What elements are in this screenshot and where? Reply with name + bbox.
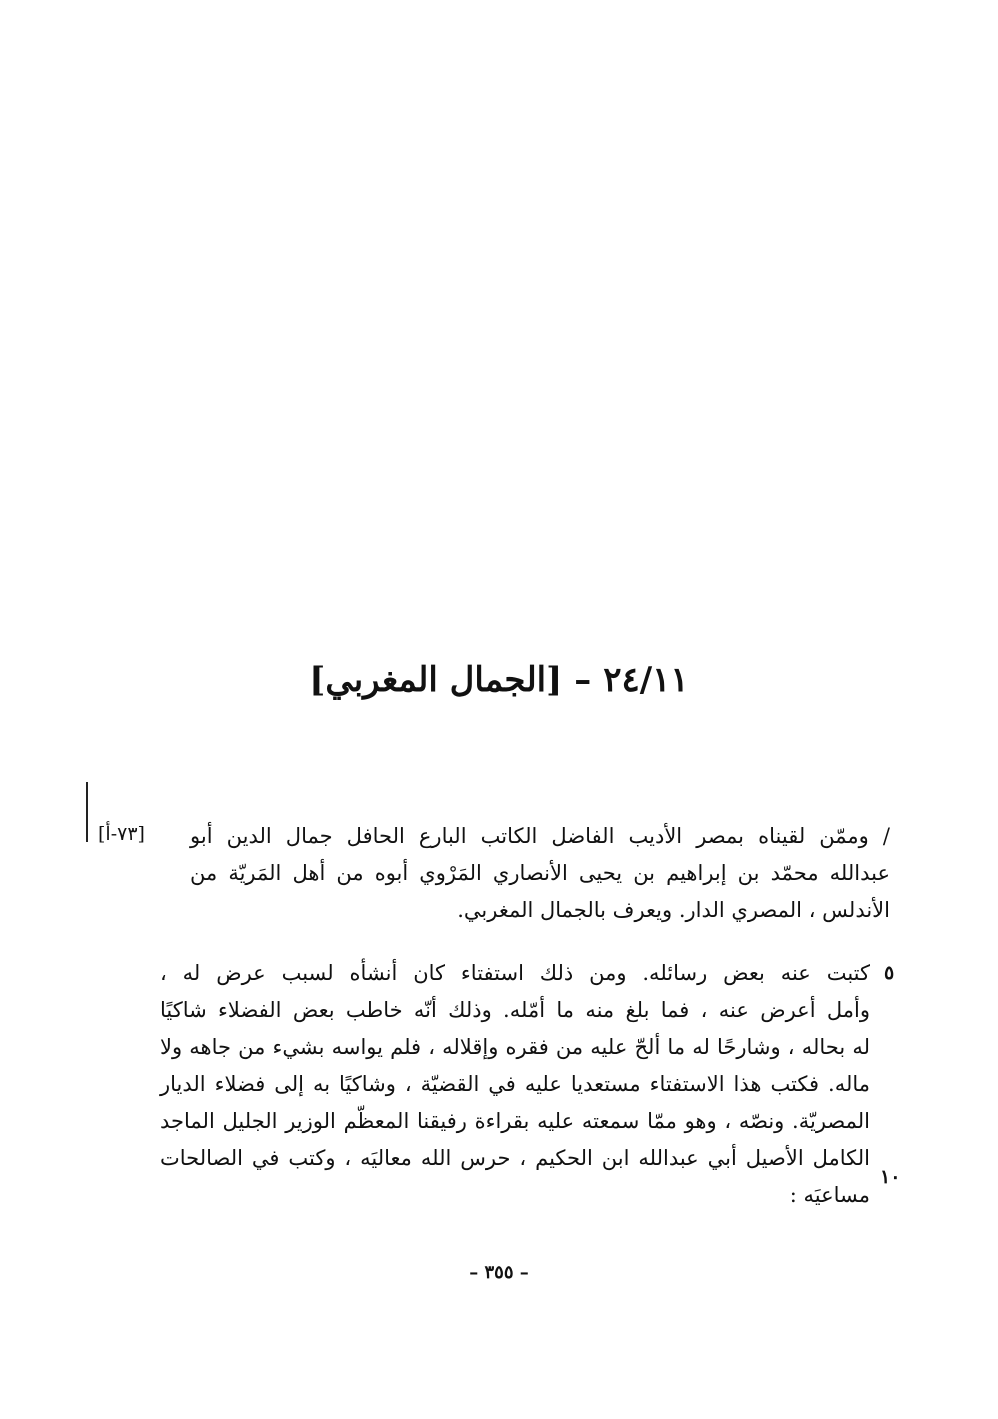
heading-name: [الجمال المغربي]	[309, 660, 563, 700]
text-line: الكامل الأصيل أبي عبدالله ابن الحكيم ، حرس الله معاليَه ، وكتب في الصالحات	[160, 1146, 870, 1170]
text-line: مساعيَه :	[789, 1183, 870, 1207]
line-number-10: ١٠	[880, 1166, 901, 1188]
text-line: الأندلس ، المصري الدار. ويعرف بالجمال المغربي.	[457, 898, 890, 922]
margin-rule	[86, 782, 88, 842]
section-heading	[0, 660, 998, 700]
text-line: المصريّة. ونصّه ، وهو ممّا سمعته عليه بقراءة رفيقنا المعظّم الوزير الجليل الماجد	[160, 1109, 870, 1133]
heading-number: ٢٤/١١	[603, 660, 689, 700]
manuscript-folio-reference: [٧٣-أ]	[98, 823, 145, 845]
text-line: / وممّن لقيناه بمصر الأديب الفاضل الكاتب البارع الحافل جمال الدين أبو	[190, 824, 890, 848]
page-number: – ٣٥٥ –	[469, 1262, 529, 1283]
text-line: كتبت عنه بعض رسائله. ومن ذلك استفتاء كان أنشأه لسبب عرض له ،	[160, 961, 870, 985]
paragraph-intro	[190, 818, 890, 929]
line-number-5: ٥	[884, 962, 895, 984]
text-line: ماله. فكتب هذا الاستفتاء مستعديا عليه في القضيّة ، وشاكيًا به إلى فضلاء الديار	[160, 1072, 870, 1096]
text-line: له بحاله ، وشارحًا له ما ألحّ عليه من فقره وإقلاله ، فلم يواسه بشيء من جاهه ولا	[160, 1035, 870, 1059]
paragraph-body	[160, 955, 870, 1214]
text-line: عبدالله محمّد بن إبراهيم بن يحيى الأنصاري المَرْوي أبوه من أهل المَريّة من	[190, 861, 890, 885]
text-line: وأمل أعرض عنه ، فما بلغ منه ما أمّله. وذلك أنّه خاطب بعض الفضلاء شاكيًا	[160, 998, 870, 1022]
heading-dash: –	[574, 660, 592, 700]
